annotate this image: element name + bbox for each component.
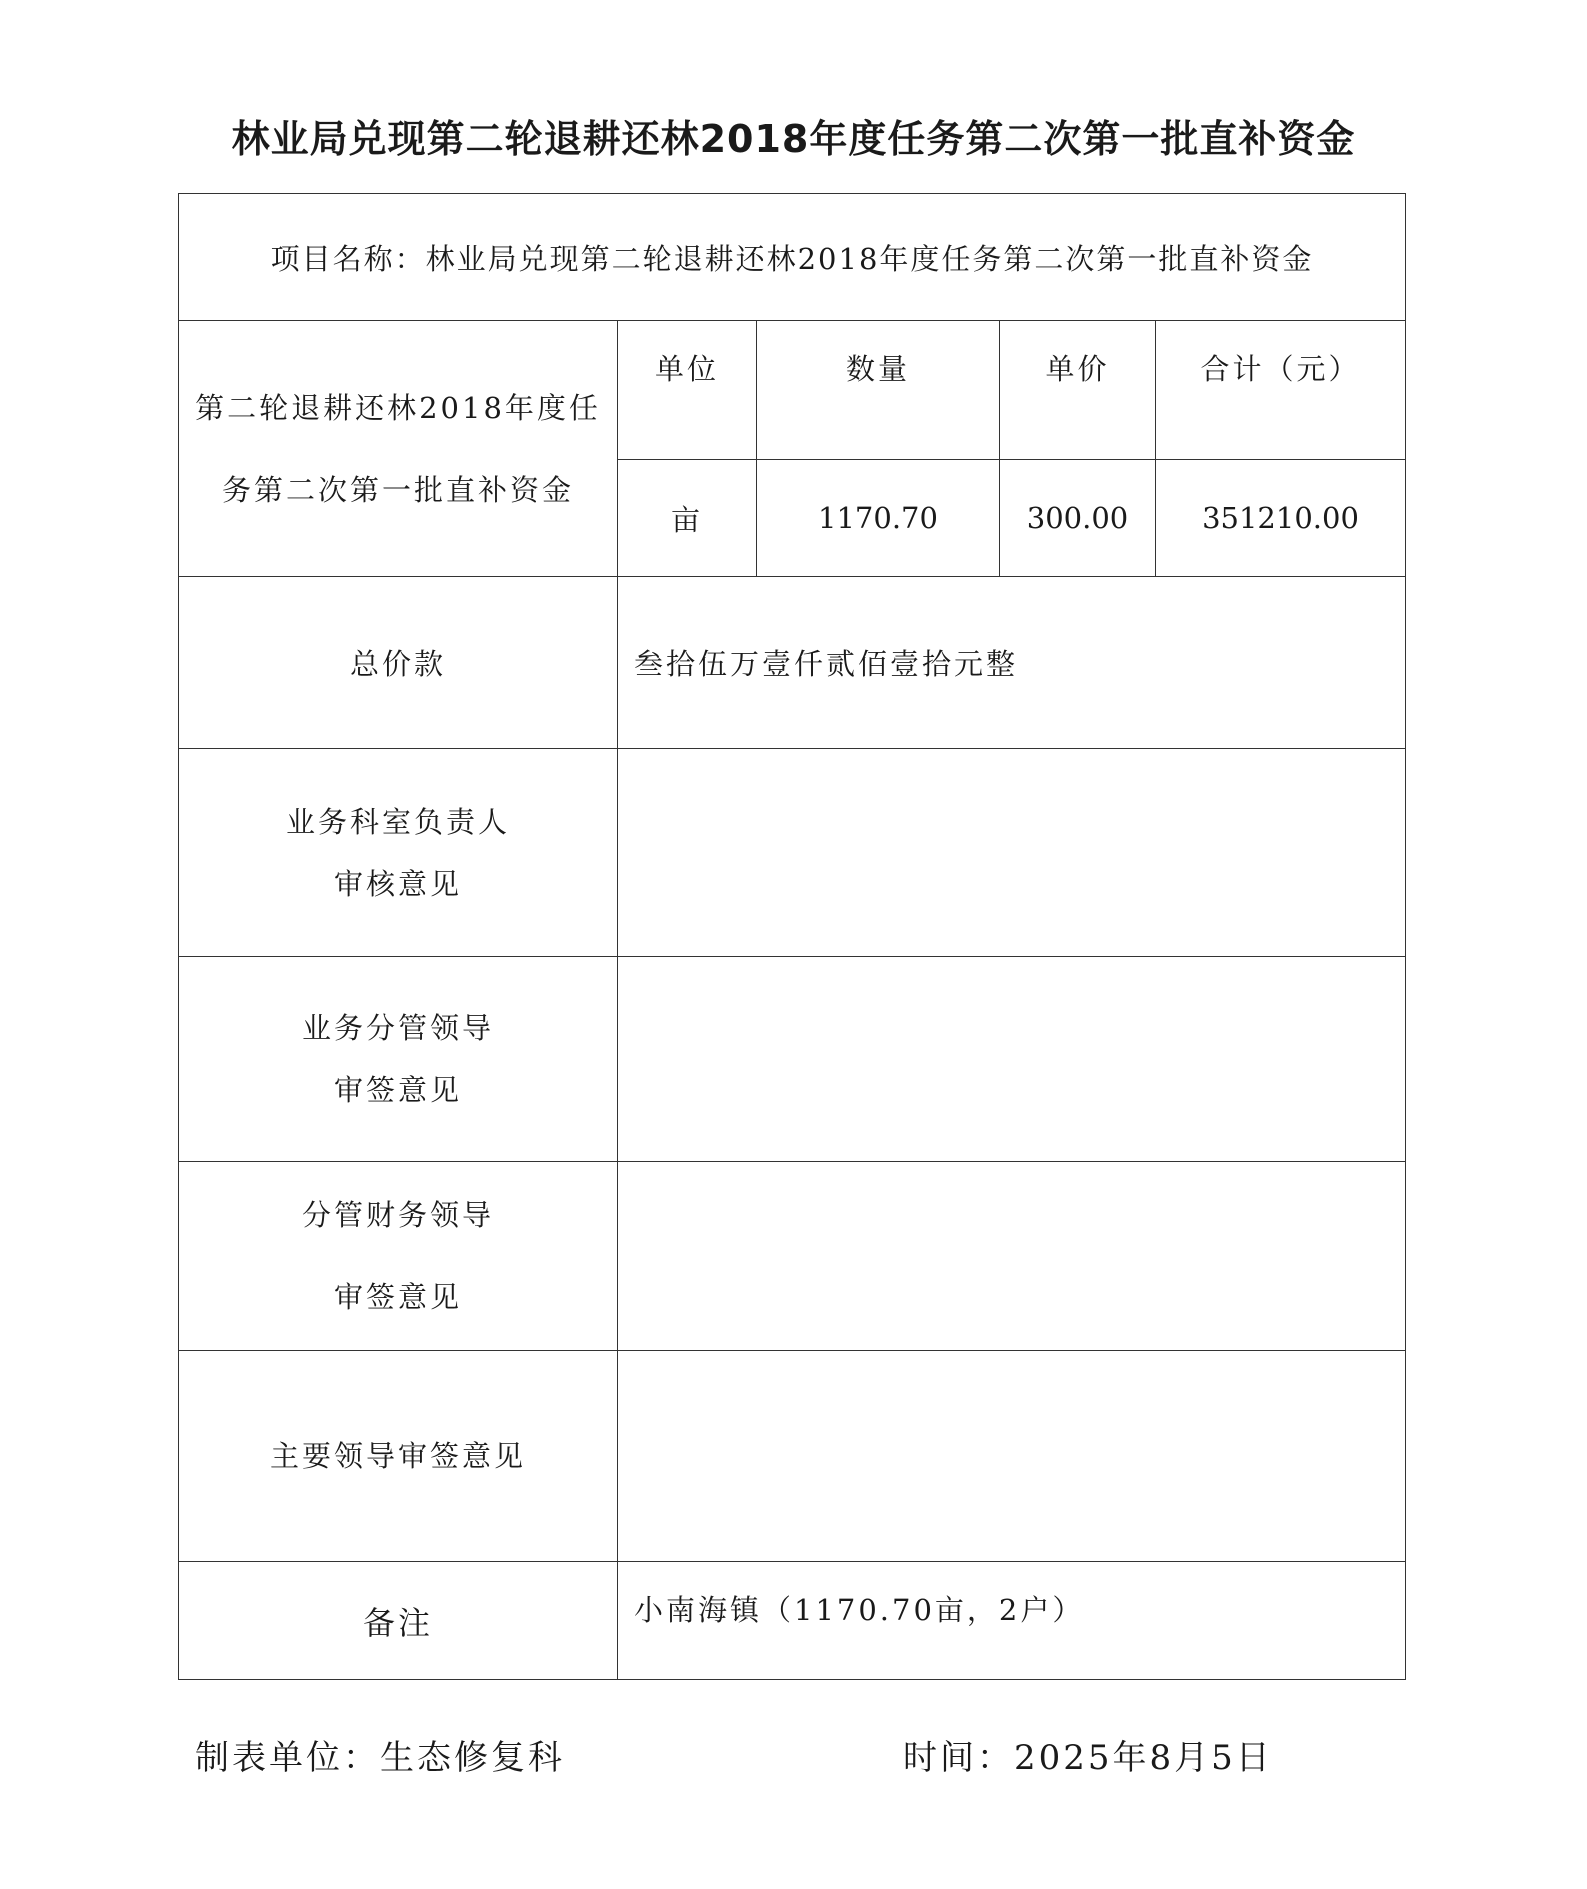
approval-label-line: 主要领导审签意见	[269, 1439, 526, 1473]
project-name-value: 林业局兑现第二轮退耕还林2018年度任务第二次第一批直补资金	[425, 241, 1314, 276]
approval-opinion-dept-head	[618, 749, 1406, 957]
item-description-cell	[179, 321, 618, 577]
prepared-by-label: 制表单位：	[195, 1738, 380, 1778]
approval-row-business-leader	[179, 957, 1406, 1162]
header-unit: 单位	[618, 321, 757, 460]
total-price-label: 总价款	[179, 577, 618, 749]
total-price-row	[179, 577, 1406, 749]
approval-opinion-finance-leader	[618, 1162, 1406, 1351]
header-unit-price: 单价	[1000, 321, 1156, 460]
remarks-value: 小南海镇（1170.70亩，2户）	[618, 1562, 1406, 1680]
approval-label-line: 分管财务领导	[301, 1198, 494, 1232]
prepared-by-unit	[195, 1730, 565, 1779]
value-quantity: 1170.70	[757, 460, 1000, 577]
approval-label-line: 审核意见	[333, 866, 462, 901]
prepared-date	[903, 1730, 1273, 1779]
header-quantity: 数量	[757, 321, 1000, 460]
approval-label-business-leader	[179, 957, 618, 1162]
total-price-value: 叁拾伍万壹仟贰佰壹拾元整	[618, 577, 1406, 749]
remarks-label: 备注	[179, 1562, 618, 1680]
prepared-by-value: 生态修复科	[380, 1738, 565, 1778]
value-unit: 亩	[618, 460, 757, 577]
header-total: 合计（元）	[1156, 321, 1406, 460]
date-label: 时间：	[903, 1738, 1014, 1778]
value-unit-price: 300.00	[1000, 460, 1156, 577]
approval-label-line: 业务科室负责人	[285, 804, 510, 839]
approval-opinion-business-leader	[618, 957, 1406, 1162]
approval-label-dept-head	[179, 749, 618, 957]
item-description-line-2: 务第二次第一批直补资金	[221, 472, 574, 507]
project-name-label: 项目名称：	[270, 241, 426, 276]
item-description-line-1: 第二轮退耕还林2018年度任	[195, 390, 601, 425]
project-row	[179, 194, 1406, 321]
approval-row-main-leader	[179, 1351, 1406, 1562]
approval-row-finance-leader	[179, 1162, 1406, 1351]
approval-label-line: 审签意见	[333, 1280, 462, 1314]
approval-label-line: 审签意见	[333, 1073, 462, 1107]
date-value: 2025年8月5日	[1014, 1738, 1273, 1778]
approval-label-main-leader	[179, 1351, 618, 1562]
project-name-cell	[179, 194, 1406, 321]
document-title: 林业局兑现第二轮退耕还林2018年度任务第二次第一批直补资金	[231, 117, 1356, 161]
approval-row-dept-head	[179, 749, 1406, 957]
value-total: 351210.00	[1156, 460, 1406, 577]
item-header-row	[179, 321, 1406, 460]
approval-opinion-main-leader	[618, 1351, 1406, 1562]
fund-approval-table	[178, 193, 1406, 1680]
approval-label-line: 业务分管领导	[301, 1011, 494, 1045]
approval-label-finance-leader	[179, 1162, 618, 1351]
remarks-row	[179, 1562, 1406, 1680]
